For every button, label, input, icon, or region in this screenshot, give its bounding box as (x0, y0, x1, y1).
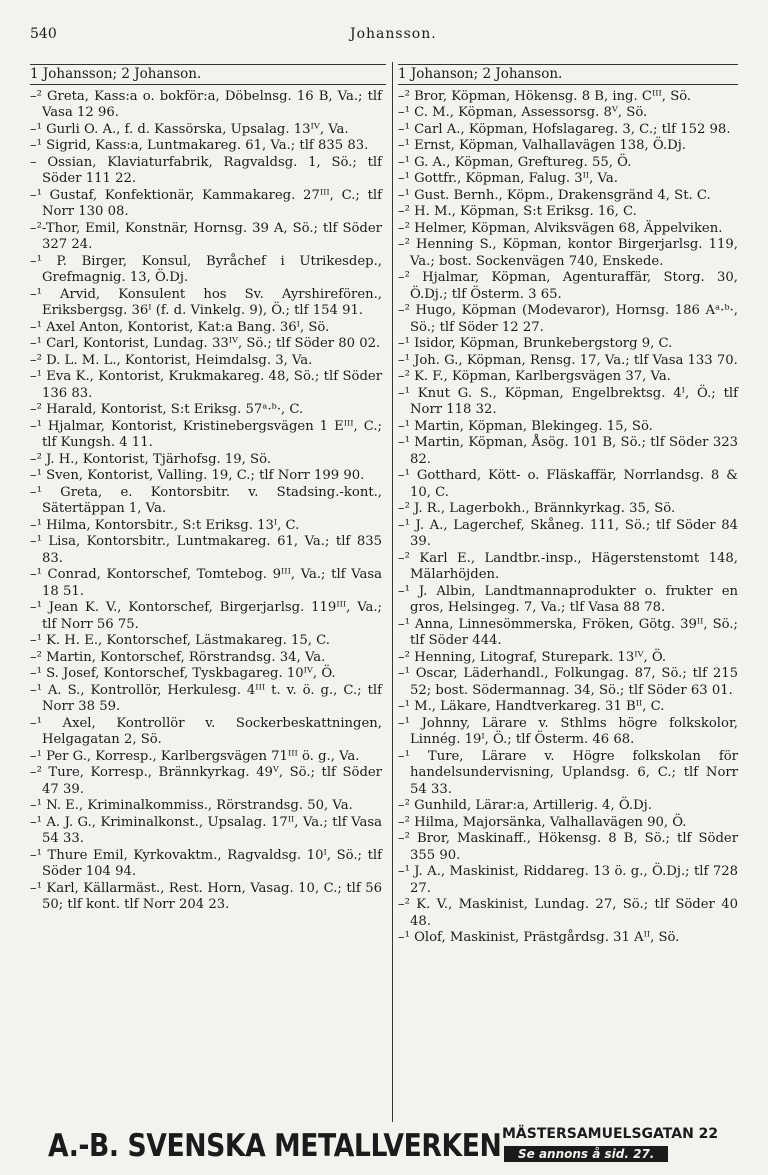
directory-entry: –² K. V., Maskinist, Lundag. 27, Sö.; tlf Söder 40 48. (398, 897, 738, 929)
directory-entry: –¹ Joh. G., Köpman, Rensg. 17, Va.; tlf Vasa 133 70. (398, 352, 738, 368)
directory-entry: –¹ Olof, Maskinist, Prästgårdsg. 31 Aᴵᴵ, Sö. (398, 930, 680, 945)
directory-entry: –¹ Carl A., Köpman, Hofslagareg. 3, C.; tlf 152 98. (398, 121, 731, 137)
advertiser-address: MÄSTERSAMUELSGATAN 22 (502, 1126, 719, 1142)
directory-entry: –¹ Arvid, Konsulent hos Sv. Ayrshirefören., Eriksbergsg. 36ᴵ (f. d. Vinkelg. 9), Ö.; tlf 154 91. (30, 286, 382, 318)
directory-entry: –¹ Karl, Källarmäst., Rest. Horn, Vasag. 10, C.; tlf 56 50; tlf kont. tlf Norr 204 23. (30, 880, 382, 912)
column-divider (392, 62, 393, 1122)
directory-entry: –² Bror, Köpman, Hökensg. 8 B, ing. Cᴵᴵᴵ, Sö. (398, 88, 692, 104)
directory-entry: –¹ Sven, Kontorist, Valling. 19, C.; tlf Norr 199 90. (30, 468, 365, 483)
directory-entry: –¹ Gottfr., Köpman, Falug. 3ᴵᴵ, Va. (398, 171, 618, 186)
page-number: 540 (30, 26, 57, 42)
directory-entry: –² Ture, Korresp., Brännkyrkag. 49ⱽ, Sö.; tlf Söder 47 39. (30, 765, 382, 797)
directory-entry: –² Hilma, Majorsänka, Valhallavägen 90, Ö. (398, 814, 687, 830)
directory-entry: –¹ Gurli O. A., f. d. Kassörska, Upsalag. 13ᴵⱽ, Va. (30, 121, 349, 137)
directory-entry: –¹ Carl, Kontorist, Lundag. 33ᴵⱽ, Sö.; tlf Söder 80 02. (30, 336, 381, 351)
directory-entry: –¹ Martin, Köpman, Blekingeg. 15, Sö. (398, 418, 653, 434)
directory-entry: –² Karl E., Landtbr.-insp., Hägerstenstomt 148, Mälarhöjden. (398, 550, 738, 582)
directory-entry: –¹ C. M., Köpman, Assessorsg. 8ⱽ, Sö. (398, 105, 648, 120)
directory-entry: –² Hjalmar, Köpman, Agenturaffär, Storg. 30, Ö.Dj.; tlf Österm. 3 65. (398, 270, 738, 302)
left-column (30, 64, 382, 914)
directory-entry: –² J. H., Kontorist, Tjärhofsg. 19, Sö. (30, 451, 271, 467)
directory-entry: –¹ G. A., Köpman, Greftureg. 55, Ö. (398, 154, 632, 170)
directory-entry: –¹ Johnny, Lärare v. Sthlms högre folkskolor, Linnég. 19ᴵ, Ö.; tlf Österm. 46 68. (398, 715, 738, 747)
directory-entry: –¹ Isidor, Köpman, Brunkebergstorg 9, C. (398, 336, 673, 351)
directory-entry: – Ossian, Klaviaturfabrik, Ragvaldsg. 1, Sö.; tlf Söder 111 22. (30, 154, 382, 186)
directory-entry: –¹ Lisa, Kontorsbitr., Luntmakareg. 61, Va.; tlf 835 83. (30, 534, 382, 566)
directory-entry: –¹ Ernst, Köpman, Valhallavägen 138, Ö.Dj. (398, 138, 686, 153)
directory-entry: –¹ Hjalmar, Kontorist, Kristinebergsvägen 1 Eᴵᴵᴵ, C.; tlf Kungsh. 4 11. (30, 418, 382, 450)
directory-entry: –¹ P. Birger, Konsul, Byråchef i Utrikesdep., Grefmagnig. 13, Ö.Dj. (30, 253, 382, 285)
advertiser-name: A.-B. SVENSKA METALLVERKEN (48, 1128, 502, 1164)
directory-entry: –² Hugo, Köpman (Modevaror), Hornsg. 186 Aᵃ·ᵇ·, Sö.; tlf Söder 12 27. (398, 303, 738, 335)
directory-entry: –¹ Ture, Lärare v. Högre folkskolan för handelsundervisning, Uplandsg. 6, C.; tlf Norr 54 33. (398, 748, 738, 797)
advertisement-footer (48, 1122, 728, 1168)
directory-entry: –¹ Thure Emil, Kyrkovaktm., Ragvaldsg. 10ᴵ, Sö.; tlf Söder 104 94. (30, 847, 382, 879)
right-entry-list (398, 89, 738, 947)
directory-entry: –¹ Martin, Köpman, Åsög. 101 B, Sö.; tlf Söder 323 82. (398, 435, 738, 467)
right-column (398, 64, 738, 947)
directory-entry: –¹ Axel, Kontrollör v. Sockerbeskattningen, Helgagatan 2, Sö. (30, 715, 382, 747)
directory-entry: –¹ N. E., Kriminalkommiss., Rörstrandsg. 50, Va. (30, 798, 353, 813)
directory-entry: –¹ Anna, Linnesömmerska, Fröken, Götg. 39ᴵᴵ, Sö.; tlf Söder 444. (398, 616, 738, 648)
directory-entry: –²-Thor, Emil, Konstnär, Hornsg. 39 A, Sö.; tlf Söder 327 24. (30, 220, 382, 252)
directory-entry: –² Henning, Litograf, Sturepark. 13ᴵⱽ, Ö. (398, 649, 667, 665)
directory-entry: –¹ Oscar, Läderhandl., Folkungag. 87, Sö.; tlf 215 52; bost. Södermannag. 34, Sö.; tlf Söder 63 01. (398, 666, 738, 698)
directory-entry: –¹ K. H. E., Kontorschef, Lästmakareg. 15, C. (30, 633, 330, 648)
directory-entry: –² D. L. M. L., Kontorist, Heimdalsg. 3, Va. (30, 352, 313, 368)
directory-entry: –¹ J. A., Lagerchef, Skåneg. 111, Sö.; tlf Söder 84 39. (398, 517, 738, 549)
directory-entry: –¹ J. Albin, Landtmannaprodukter o. frukter en gros, Helsingeg. 7, Va.; tlf Vasa 88 78. (398, 583, 738, 615)
directory-entry: –² J. R., Lagerbokh., Brännkyrkag. 35, Sö. (398, 501, 676, 516)
directory-entry: –² Greta, Kass:a o. bokför:a, Döbelnsg. 16 B, Va.; tlf Vasa 12 96. (30, 88, 382, 120)
directory-entry: –¹ J. A., Maskinist, Riddareg. 13 ö. g., Ö.Dj.; tlf 728 27. (398, 864, 738, 896)
directory-entry: –² H. M., Köpman, S:t Eriksg. 16, C. (398, 204, 637, 219)
directory-entry: –¹ Gustaf, Konfektionär, Kammakareg. 27ᴵᴵᴵ, C.; tlf Norr 130 08. (30, 187, 382, 219)
left-entry-list (30, 89, 382, 914)
right-column-heading: 1 Johanson; 2 Johanson. (398, 64, 738, 85)
directory-entry: –² Martin, Kontorschef, Rörstrandsg. 34, Va. (30, 649, 326, 665)
directory-entry: –¹ M., Läkare, Handtverkareg. 31 Bᴵᴵ, C. (398, 699, 665, 714)
directory-entry: –¹ Hilma, Kontorsbitr., S:t Eriksg. 13ᴵ, C. (30, 517, 300, 533)
directory-entry: –¹ S. Josef, Kontorschef, Tyskbagareg. 10ᴵⱽ, Ö. (30, 666, 336, 681)
directory-entry: –² Harald, Kontorist, S:t Eriksg. 57ᵃ·ᵇ·, C. (30, 402, 304, 417)
left-column-heading: 1 Johansson; 2 Johanson. (30, 64, 386, 85)
directory-entry: –¹ Greta, e. Kontorsbitr. v. Stadsing.-kont., Sätertäppan 1, Va. (30, 484, 382, 516)
directory-entry: –² Gunhild, Lärar:a, Artillerig. 4, Ö.Dj. (398, 798, 652, 813)
directory-entry: –¹ Per G., Korresp., Karlbergsvägen 71ᴵᴵᴵ ö. g., Va. (30, 748, 360, 764)
directory-entry: –¹ Knut G. S., Köpman, Engelbrektsg. 4ᴵ, Ö.; tlf Norr 118 32. (398, 385, 738, 417)
directory-entry: –² Helmer, Köpman, Alviksvägen 68, Äppelviken. (398, 220, 723, 236)
directory-entry: –¹ Sigrid, Kass:a, Luntmakareg. 61, Va.; tlf 835 83. (30, 138, 369, 153)
directory-entry: –¹ Conrad, Kontorschef, Tomtebog. 9ᴵᴵᴵ, Va.; tlf Vasa 18 51. (30, 567, 382, 599)
directory-entry: –¹ A. J. G., Kriminalkonst., Upsalag. 17ᴵᴵ, Va.; tlf Vasa 54 33. (30, 814, 382, 846)
directory-entry: –¹ Gotthard, Kött- o. Fläskaffär, Norrlandsg. 8 & 10, C. (398, 468, 738, 500)
page-header (30, 26, 738, 46)
advertisement-reference: Se annons å sid. 27. (504, 1146, 668, 1162)
directory-entry: –¹ Eva K., Kontorist, Krukmakareg. 48, Sö.; tlf Söder 136 83. (30, 369, 382, 401)
directory-entry: –² Bror, Maskinaff., Hökensg. 8 B, Sö.; tlf Söder 355 90. (398, 831, 738, 863)
page-title: Johansson. (350, 26, 437, 42)
directory-entry: –² Henning S., Köpman, kontor Birgerjarlsg. 119, Va.; bost. Sockenvägen 740, Enskede. (398, 237, 738, 269)
directory-entry: –¹ Gust. Bernh., Köpm., Drakensgränd 4, St. C. (398, 187, 711, 203)
directory-entry: –¹ Jean K. V., Kontorschef, Birgerjarlsg. 119ᴵᴵᴵ, Va.; tlf Norr 56 75. (30, 600, 382, 632)
directory-entry: –¹ Axel Anton, Kontorist, Kat:a Bang. 36ᴵ, Sö. (30, 319, 330, 335)
directory-entry: –² K. F., Köpman, Karlbergsvägen 37, Va. (398, 369, 671, 384)
directory-entry: –¹ A. S., Kontrollör, Herkulesg. 4ᴵᴵᴵ t. v. ö. g., C.; tlf Norr 38 59. (30, 682, 382, 714)
